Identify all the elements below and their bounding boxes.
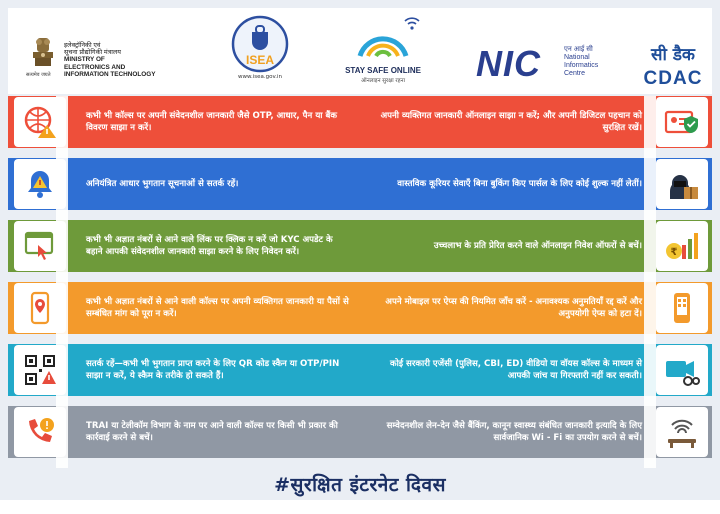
stay-safe-shield-icon: [338, 10, 428, 66]
bottom-strip: [0, 500, 720, 514]
tip-right-text: उच्चलाभ के प्रति प्रेरित करने वाले ऑनलाइन निवेश ऑफरों से बचें।: [433, 241, 642, 251]
stay-safe-caption: STAY SAFE ONLINE: [345, 66, 421, 75]
stay-safe-online-logo: [338, 8, 428, 94]
nic-line2: Informatics: [564, 62, 599, 69]
tips-grid: [8, 96, 712, 466]
id-card-shield-icon: [656, 97, 708, 147]
cdac-english: CDAC: [643, 68, 703, 89]
meity-english-line1: MINISTRY OF: [64, 56, 105, 64]
tip-right-text: वास्तविक कूरियर सेवाएँ बिना बुकिंग किए पार्सल के लिए कोई शुल्क नहीं लेतीं।: [397, 179, 642, 189]
meity-english-line3: INFORMATION TECHNOLOGY: [64, 70, 156, 78]
nic-wordmark: NIC: [476, 43, 541, 84]
public-wifi-icon: [656, 407, 708, 457]
emblem-caption: सत्यमेव जयते: [26, 72, 51, 78]
hacker-parcel-icon: [656, 159, 708, 209]
nic-logo: [468, 8, 628, 94]
meity-hindi-line2: सूचना प्रौद्योगिकी मंत्रालय: [64, 49, 121, 57]
tip-left-text: कभी भी अज्ञात नंबरों से आने वाली कॉल्स पर अपनी व्यक्तिगत जानकारी या पैसों से सम्बंधित मांग को पूरा न करें।: [86, 297, 349, 319]
tip-left-text: अनियंत्रित आधार भुगतान सूचनाओं से सतर्क रहें।: [86, 179, 239, 189]
tip-right-text: अपनी व्यक्तिगत जानकारी ऑनलाइन साझा न करें; और अपनी डिजिटल पहचान को सुरक्षित रखें।: [380, 111, 642, 133]
tip-row: [8, 406, 712, 458]
tip-row: [8, 344, 712, 396]
nic-hindi: एन आई सी: [564, 46, 593, 53]
tip-right-text: कोई सरकारी एजेंसी (पुलिस, CBI, ED) वीडियो या वॉयस कॉल्स के माध्यम से आपकी जांच या गिरफ्तारी नहीं कर सकती।: [390, 359, 642, 381]
left-divider-pillar: [56, 96, 68, 468]
tip-left-text: कभी भी अज्ञात नंबरों से आने वाले लिंक पर क्लिक न करें जो KYC अपडेट के बहाने आपकी संवेदनशील जानकारी साझा करने के लिए निवेदन करें।: [86, 235, 333, 257]
meity-logo: [24, 8, 214, 94]
tip-left-text: सतर्क रहें—कभी भी भुगतान प्राप्त करने के लिए QR कोड स्कैन या OTP/PIN साझा न करें, ये स्कैम के तरीके हो सकते हैं।: [86, 359, 340, 381]
tip-right-text: अपने मोबाइल पर ऐप्स की नियमित जाँच करें - अनावश्यक अनुमतियाँ रद्द करें और अनुपयोगी ऐप्स को हटा दें।: [385, 297, 642, 319]
meity-english-line2: ELECTRONICS AND: [64, 63, 126, 71]
svg-text:₹: ₹: [670, 247, 678, 258]
meity-hindi-line1: इलेक्ट्रॉनिकी एवं: [64, 42, 101, 49]
isea-logo: [230, 8, 290, 94]
isea-url: www.isea.gov.in: [237, 74, 283, 80]
tip-left-text: कभी भी कॉल्स पर अपनी संवेदनशील जानकारी जैसे OTP, आधार, पैन या बैंक विवरण साझा न करें।: [86, 111, 338, 133]
cdac-logo: [634, 8, 712, 94]
nic-line1: National: [564, 54, 590, 61]
footer-banner: [0, 466, 720, 502]
tip-row: [8, 220, 712, 272]
video-handcuff-icon: [656, 345, 708, 395]
isea-name: ISEA: [245, 53, 275, 67]
nic-line3: Centre: [564, 70, 586, 77]
logo-header: [8, 8, 712, 94]
tip-row: [8, 96, 712, 148]
right-divider-pillar: [644, 96, 656, 468]
tip-row: [8, 158, 712, 210]
tip-left-text: TRAI या टेलीकॉम विभाग के नाम पर आने वाली कॉल्स पर किसी भी प्रकार की कार्रवाई करने से बचें।: [86, 421, 338, 443]
rupee-chart-icon: [656, 221, 708, 271]
tip-right-text: सम्वेदनशील लेन-देन जैसे बैंकिंग, कानून स्वास्थ्य संबंधित जानकारी इत्यादि के लिए सार्वजानिक Wi - Fi का उपयोग करने से बचें।: [386, 421, 642, 443]
national-emblem-icon: [28, 36, 58, 70]
stay-safe-subcaption: ऑनलाइन सुरक्षा रहना: [360, 78, 406, 84]
cdac-hindi: सी डैक: [651, 45, 695, 65]
app-audit-icon: [656, 283, 708, 333]
isea-emblem-icon: [230, 12, 290, 76]
footer-hashtag: #सुरक्षित इंटरनेट दिवस: [274, 474, 446, 496]
tip-row: [8, 282, 712, 334]
